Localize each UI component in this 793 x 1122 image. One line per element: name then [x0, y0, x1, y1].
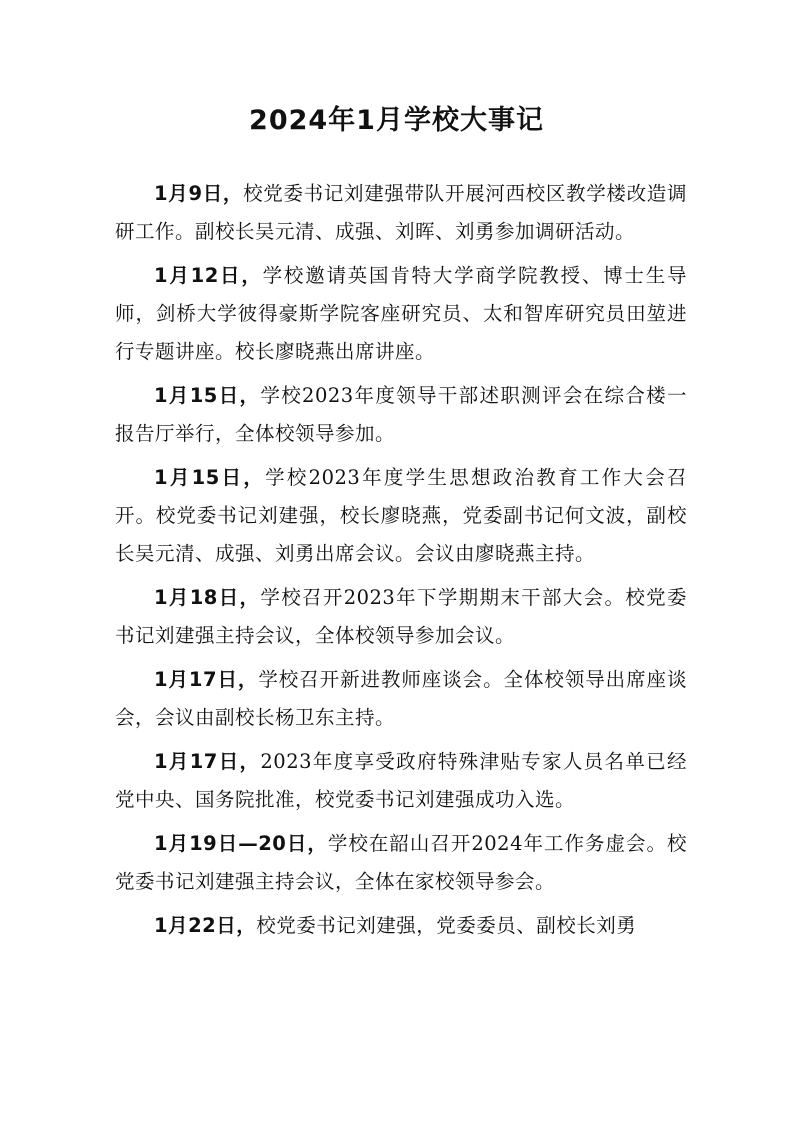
entry-paragraph — [115, 661, 687, 737]
entry-date: 1月15日， — [154, 384, 261, 407]
entry-date: 1月12日， — [154, 264, 263, 287]
entry-paragraph — [115, 743, 687, 819]
entry-text: 学校在韶山召开2024年工作务虚会。校党委书记刘建强主持会议，全体在家校领导参会。 — [115, 832, 687, 893]
entry-date: 1月17日， — [154, 750, 261, 773]
entry-text: 学校2023年度学生思想政治教育工作大会召开。校党委书记刘建强，校长廖晓燕，党委副书记何文波，副校长吴元清、成强、刘勇出席会议。会议由廖晓燕主持。 — [115, 466, 687, 565]
entry-text: 学校2023年度领导干部述职测评会在综合楼一报告厅举行，全体校领导参加。 — [115, 384, 687, 445]
entry-paragraph — [115, 579, 687, 655]
entry-date: 1月19日—20日， — [154, 832, 328, 855]
entry-date: 1月18日， — [154, 586, 261, 609]
entry-date: 1月15日， — [154, 466, 266, 489]
entry-paragraph — [115, 907, 687, 945]
entry-paragraph — [115, 377, 687, 453]
entry-paragraph — [115, 459, 687, 573]
entry-paragraph — [115, 175, 687, 251]
entries-list — [115, 175, 687, 951]
entry-text: 学校邀请英国肯特大学商学院教授、博士生导师，剑桥大学彼得豪斯学院客座研究员、太和智库研究员田堃进行专题讲座。校长廖晓燕出席讲座。 — [115, 264, 687, 363]
entry-text: 学校召开2023年下学期期末干部大会。校党委书记刘建强主持会议，全体校领导参加会议。 — [115, 586, 687, 647]
page-title: 2024年1月学校大事记 — [249, 105, 544, 136]
entry-text: 校党委书记刘建强带队开展河西校区教学楼改造调研工作。副校长吴元清、成强、刘晖、刘勇参加调研活动。 — [115, 182, 687, 243]
entry-date: 1月9日， — [154, 182, 244, 205]
entry-text: 学校召开新进教师座谈会。全体校领导出席座谈会，会议由副校长杨卫东主持。 — [115, 668, 687, 729]
entry-text: 2023年度享受政府特殊津贴专家人员名单已经党中央、国务院批准，校党委书记刘建强成功入选。 — [115, 750, 687, 811]
entry-text: 校党委书记刘建强，党委委员、副校长刘勇 — [256, 914, 637, 937]
entry-date: 1月17日， — [154, 668, 259, 691]
entry-date: 1月22日， — [154, 914, 257, 937]
entry-paragraph — [115, 825, 687, 901]
entry-paragraph — [115, 257, 687, 371]
